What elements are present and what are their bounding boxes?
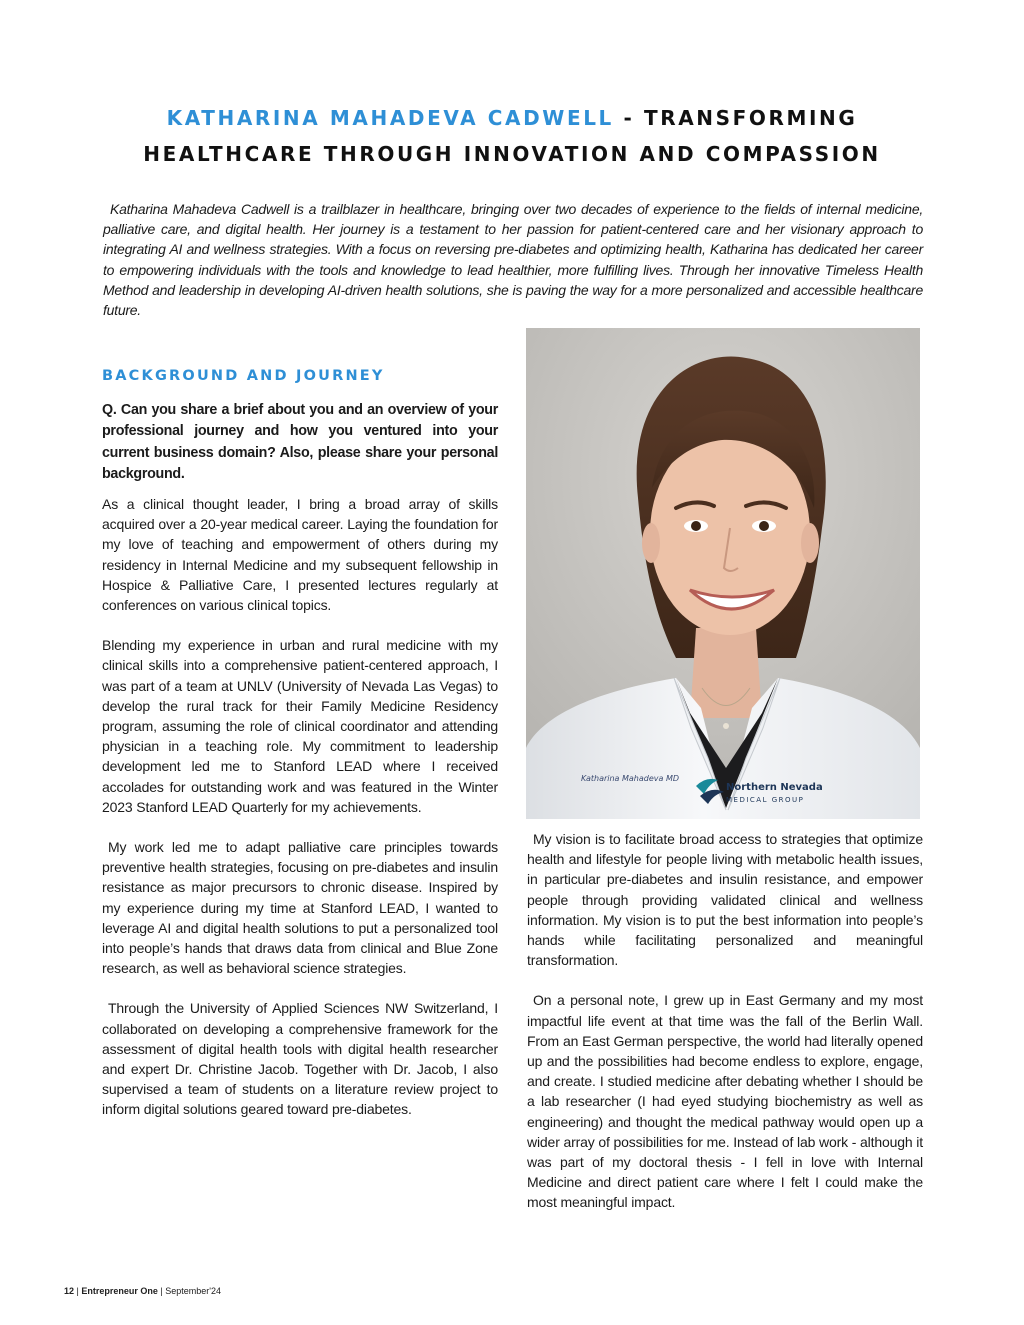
footer-magazine: Entrepreneur One: [81, 1286, 158, 1296]
left-paragraph: Through the University of Applied Sciences NW Switzerland, I collaborated on developing a comprehensive framework for the assessment of digital health tools with digital health researcher and expert Dr. Christine Jacob. Together with Dr. Jacob, I also supervised a team of students on a literature review project to inform digital solutions geared toward pre-diabetes.: [102, 1000, 498, 1118]
page-footer: 12 | Entrepreneur One | September'24: [64, 1286, 221, 1296]
portrait-illustration: [526, 328, 920, 819]
left-paragraph: My work led me to adapt palliative care principles towards preventive health strategies, focusing on pre-diabetes and insulin resistance as major precursors to chronic disease. Inspired by my experience during my time at Stanford LEAD, I wanted to leverage AI and digital health solutions to put a personalized tool into people’s hands that draws data from clinical and Blue Zone research, as well as behavioral science strategies.: [102, 839, 498, 977]
left-paragraph: As a clinical thought leader, I bring a broad array of skills acquired over a 20-year medical career. Laying the foundation for my love of teaching and empowerment of others during my residency in Internal Medicine and my subsequent fellowship in Hospice & Palliative Care, I presented lectures regularly at conferences on various clinical topics.: [102, 496, 498, 614]
right-paragraph: On a personal note, I grew up in East Germany and my most impactful life event at that time was the fall of the Berlin Wall. From an East German perspective, the world had literally opened up and the possibilities had become endless to explore, engage, and create. I studied medicine after debating whether I should be a lab researcher (I had eyed studying biochemistry as well as engineering) and thought the medical pathway would open up a wider array of possibilities for me. Instead of lab work - although it was part of my doctoral thesis - I fell in love with Internal Medicine and direct patient care where I felt I could make the most meaningful impact.: [527, 992, 923, 1211]
coat-name-text: Katharina Mahadeva MD: [581, 774, 680, 783]
title-name: KATHARINA MAHADEVA CADWELL: [166, 106, 614, 130]
title-rest-line1: - TRANSFORMING: [613, 106, 858, 130]
title-rest-line2: HEALTHCARE THROUGH INNOVATION AND COMPASSION: [143, 142, 881, 166]
logo-line1: Northern Nevada: [726, 782, 823, 793]
portrait-photo: [526, 328, 920, 819]
logo-line2: MEDICAL GROUP: [726, 796, 805, 804]
footer-page-number: 12: [64, 1286, 75, 1296]
interview-question: Q. Can you share a brief about you and an overview of your professional journey and how you ventured into your current business domain? Also, please share your personal background.: [102, 402, 498, 482]
article-title: [60, 100, 964, 172]
left-column: [102, 494, 498, 1140]
right-paragraph: My vision is to facilitate broad access to strategies that optimize health and lifestyle for people living with metabolic health issues, in particular pre-diabetes and insulin resistance, and empower people through providing validated clinical and wellness information. My vision is to put the best information into people’s hands while facilitating personalized and meaningful transformation.: [527, 831, 923, 969]
left-paragraph: Blending my experience in urban and rural medicine with my clinical skills into a comprehensive patient-centered approach, I was part of a team at UNLV (University of Nevada Las Vegas) to develop the rural track for their Family Medicine Residency program, assuming the role of clinical coordinator and attending physician in a teaching role. My commitment to leadership development led me to Stanford LEAD where I received accolades for outstanding work and was featured in the Winter 2023 Stanford LEAD Quarterly for my achievements.: [102, 637, 498, 815]
section-heading: BACKGROUND AND JOURNEY: [102, 368, 385, 384]
right-column: [527, 829, 923, 1233]
intro-paragraph: Katharina Mahadeva Cadwell is a trailblazer in healthcare, bringing over two decades of experience to the fields of internal medicine, palliative care, and digital health. Her journey is a testament to her passion for patient-centered care and her visionary approach to integrating AI and wellness strategies. With a focus on reversing pre-diabetes and optimizing health, Katharina has dedicated her career to empowering individuals with the tools and knowledge to lead healthier, more fulfilling lives. Through her innovative Timeless Health Method and leadership in developing AI-driven health solutions, she is paving the way for a more personalized and accessible healthcare future.: [103, 201, 923, 319]
footer-issue: September'24: [165, 1286, 221, 1296]
